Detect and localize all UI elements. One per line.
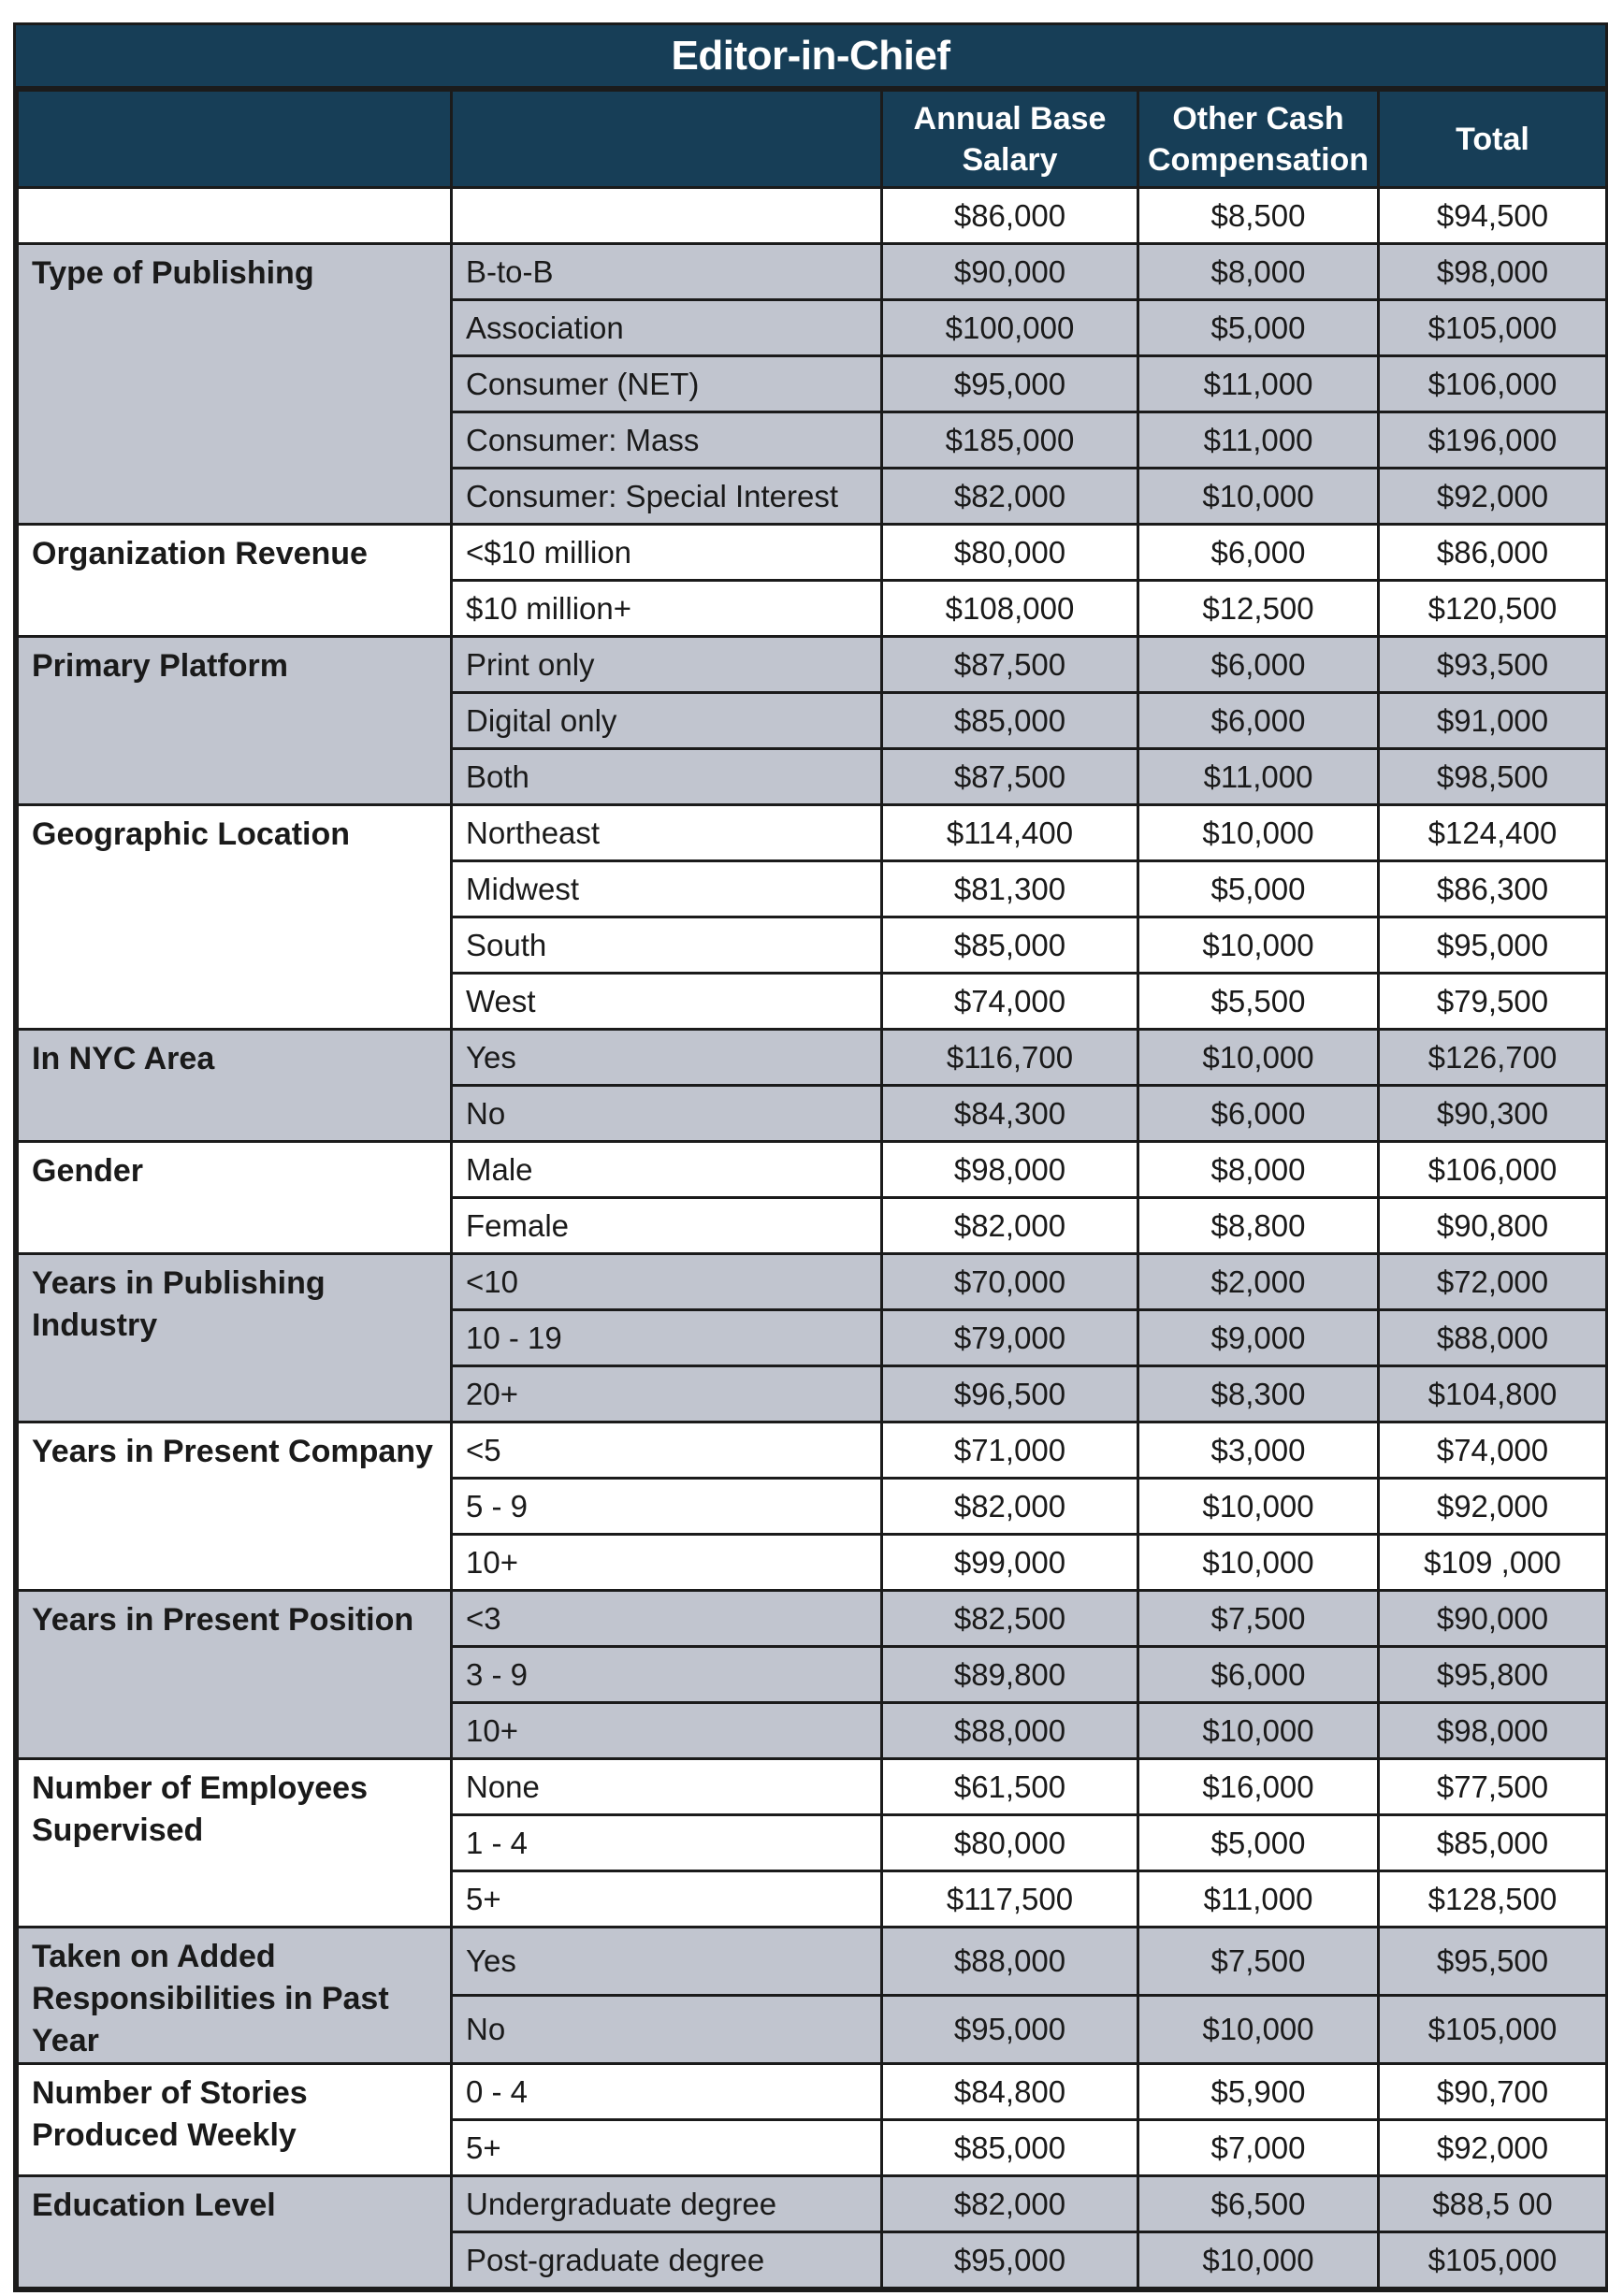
annual-base-salary-value: $82,000 [882, 2176, 1138, 2232]
annual-base-salary-value: $70,000 [882, 1254, 1138, 1310]
annual-base-salary-value: $108,000 [882, 581, 1138, 637]
overall-subcategory-cell [452, 188, 882, 244]
category-label: Taken on Added Responsibilities in Past Year [18, 1928, 452, 2064]
total-value: $85,000 [1379, 1815, 1607, 1871]
subcategory-label: B-to-B [452, 244, 882, 300]
other-cash-compensation-value: $10,000 [1138, 1996, 1379, 2064]
subcategory-label: Northeast [452, 805, 882, 861]
other-cash-compensation-value: $10,000 [1138, 805, 1379, 861]
annual-base-salary-value: $85,000 [882, 917, 1138, 974]
annual-base-salary-value: $82,000 [882, 1198, 1138, 1254]
total-value: $92,000 [1379, 469, 1607, 525]
overall-total: $94,500 [1379, 188, 1607, 244]
annual-base-salary-value: $71,000 [882, 1422, 1138, 1479]
other-cash-compensation-value: $6,000 [1138, 693, 1379, 749]
subcategory-label: $10 million+ [452, 581, 882, 637]
total-value: $126,700 [1379, 1030, 1607, 1086]
annual-base-salary-value: $82,000 [882, 469, 1138, 525]
subcategory-label: Consumer (NET) [452, 356, 882, 412]
other-cash-compensation-value: $9,000 [1138, 1310, 1379, 1366]
other-cash-compensation-value: $6,000 [1138, 1086, 1379, 1142]
subcategory-label: 20+ [452, 1366, 882, 1422]
category-label: Organization Revenue [18, 525, 452, 637]
subcategory-label: 5+ [452, 2120, 882, 2176]
category-label: Geographic Location [18, 805, 452, 1030]
subcategory-label: West [452, 974, 882, 1030]
other-cash-compensation-value: $6,000 [1138, 525, 1379, 581]
other-cash-compensation-value: $8,000 [1138, 1142, 1379, 1198]
annual-base-salary-value: $80,000 [882, 1815, 1138, 1871]
other-cash-compensation-value: $11,000 [1138, 356, 1379, 412]
other-cash-compensation-value: $10,000 [1138, 1479, 1379, 1535]
other-cash-compensation-value: $7,000 [1138, 2120, 1379, 2176]
annual-base-salary-value: $185,000 [882, 412, 1138, 469]
category-label: In NYC Area [18, 1030, 452, 1142]
annual-base-salary-value: $88,000 [882, 1703, 1138, 1759]
other-cash-compensation-value: $10,000 [1138, 917, 1379, 974]
table-row [18, 525, 1607, 581]
category-label: Number of Stories Produced Weekly [18, 2064, 452, 2176]
category-label: Primary Platform [18, 637, 452, 805]
other-cash-compensation-value: $6,500 [1138, 2176, 1379, 2232]
subcategory-label: Undergraduate degree [452, 2176, 882, 2232]
annual-base-salary-value: $116,700 [882, 1030, 1138, 1086]
header-category [18, 91, 452, 188]
subcategory-label: Yes [452, 1030, 882, 1086]
subcategory-label: 10 - 19 [452, 1310, 882, 1366]
subcategory-label: <10 [452, 1254, 882, 1310]
other-cash-compensation-value: $6,000 [1138, 1647, 1379, 1703]
category-label: Years in Present Company [18, 1422, 452, 1591]
other-cash-compensation-value: $5,000 [1138, 300, 1379, 356]
annual-base-salary-value: $84,300 [882, 1086, 1138, 1142]
subcategory-label: 0 - 4 [452, 2064, 882, 2120]
annual-base-salary-value: $88,000 [882, 1928, 1138, 1996]
subcategory-label: 1 - 4 [452, 1815, 882, 1871]
category-label: Years in Publishing Industry [18, 1254, 452, 1422]
total-value: $98,500 [1379, 749, 1607, 805]
other-cash-compensation-value: $5,900 [1138, 2064, 1379, 2120]
overall-other-compensation: $8,500 [1138, 188, 1379, 244]
annual-base-salary-value: $95,000 [882, 2232, 1138, 2289]
subcategory-label: <$10 million [452, 525, 882, 581]
other-cash-compensation-value: $10,000 [1138, 2232, 1379, 2289]
other-cash-compensation-value: $5,000 [1138, 861, 1379, 917]
table-row [18, 1759, 1607, 1815]
subcategory-label: 5 - 9 [452, 1479, 882, 1535]
subcategory-label: Midwest [452, 861, 882, 917]
other-cash-compensation-value: $10,000 [1138, 1703, 1379, 1759]
other-cash-compensation-value: $16,000 [1138, 1759, 1379, 1815]
header-other-cash-compensation: Other Cash Compensation [1138, 91, 1379, 188]
header-row [18, 91, 1607, 188]
other-cash-compensation-value: $10,000 [1138, 1030, 1379, 1086]
table-row [18, 1142, 1607, 1198]
other-cash-compensation-value: $11,000 [1138, 749, 1379, 805]
subcategory-label: Both [452, 749, 882, 805]
total-value: $95,800 [1379, 1647, 1607, 1703]
annual-base-salary-value: $117,500 [882, 1871, 1138, 1928]
total-value: $106,000 [1379, 1142, 1607, 1198]
annual-base-salary-value: $95,000 [882, 1996, 1138, 2064]
subcategory-label: Female [452, 1198, 882, 1254]
annual-base-salary-value: $114,400 [882, 805, 1138, 861]
overall-row [18, 188, 1607, 244]
salary-table [16, 89, 1608, 2289]
overall-category-cell [18, 188, 452, 244]
subcategory-label: <3 [452, 1591, 882, 1647]
subcategory-label: Print only [452, 637, 882, 693]
annual-base-salary-value: $87,500 [882, 637, 1138, 693]
total-value: $77,500 [1379, 1759, 1607, 1815]
annual-base-salary-value: $96,500 [882, 1366, 1138, 1422]
annual-base-salary-value: $95,000 [882, 356, 1138, 412]
total-value: $86,300 [1379, 861, 1607, 917]
other-cash-compensation-value: $10,000 [1138, 1535, 1379, 1591]
total-value: $92,000 [1379, 2120, 1607, 2176]
subcategory-label: 10+ [452, 1703, 882, 1759]
total-value: $105,000 [1379, 300, 1607, 356]
total-value: $98,000 [1379, 244, 1607, 300]
table-row [18, 805, 1607, 861]
subcategory-label: Consumer: Mass [452, 412, 882, 469]
annual-base-salary-value: $87,500 [882, 749, 1138, 805]
header-subcategory [452, 91, 882, 188]
total-value: $120,500 [1379, 581, 1607, 637]
other-cash-compensation-value: $5,500 [1138, 974, 1379, 1030]
table-row [18, 1422, 1607, 1479]
annual-base-salary-value: $90,000 [882, 244, 1138, 300]
annual-base-salary-value: $74,000 [882, 974, 1138, 1030]
annual-base-salary-value: $89,800 [882, 1647, 1138, 1703]
other-cash-compensation-value: $12,500 [1138, 581, 1379, 637]
subcategory-label: Male [452, 1142, 882, 1198]
subcategory-label: 3 - 9 [452, 1647, 882, 1703]
total-value: $72,000 [1379, 1254, 1607, 1310]
header-annual-base-salary: Annual Base Salary [882, 91, 1138, 188]
category-label: Education Level [18, 2176, 452, 2289]
annual-base-salary-value: $82,000 [882, 1479, 1138, 1535]
table-row [18, 1928, 1607, 1996]
category-label: Years in Present Position [18, 1591, 452, 1759]
table-row [18, 2176, 1607, 2232]
other-cash-compensation-value: $6,000 [1138, 637, 1379, 693]
total-value: $196,000 [1379, 412, 1607, 469]
other-cash-compensation-value: $11,000 [1138, 1871, 1379, 1928]
total-value: $91,000 [1379, 693, 1607, 749]
other-cash-compensation-value: $7,500 [1138, 1928, 1379, 1996]
header-total: Total [1379, 91, 1607, 188]
total-value: $109 ,000 [1379, 1535, 1607, 1591]
subcategory-label: <5 [452, 1422, 882, 1479]
subcategory-label: Digital only [452, 693, 882, 749]
other-cash-compensation-value: $7,500 [1138, 1591, 1379, 1647]
table-row [18, 1591, 1607, 1647]
total-value: $95,000 [1379, 917, 1607, 974]
table-row [18, 1254, 1607, 1310]
other-cash-compensation-value: $8,800 [1138, 1198, 1379, 1254]
total-value: $90,000 [1379, 1591, 1607, 1647]
annual-base-salary-value: $61,500 [882, 1759, 1138, 1815]
salary-table-container [13, 22, 1608, 2292]
subcategory-label: None [452, 1759, 882, 1815]
total-value: $88,5 00 [1379, 2176, 1607, 2232]
category-label: Gender [18, 1142, 452, 1254]
other-cash-compensation-value: $10,000 [1138, 469, 1379, 525]
other-cash-compensation-value: $5,000 [1138, 1815, 1379, 1871]
subcategory-label: Consumer: Special Interest [452, 469, 882, 525]
annual-base-salary-value: $99,000 [882, 1535, 1138, 1591]
total-value: $128,500 [1379, 1871, 1607, 1928]
total-value: $124,400 [1379, 805, 1607, 861]
annual-base-salary-value: $80,000 [882, 525, 1138, 581]
total-value: $105,000 [1379, 2232, 1607, 2289]
other-cash-compensation-value: $8,300 [1138, 1366, 1379, 1422]
annual-base-salary-value: $79,000 [882, 1310, 1138, 1366]
table-row [18, 637, 1607, 693]
total-value: $106,000 [1379, 356, 1607, 412]
subcategory-label: South [452, 917, 882, 974]
subcategory-label: Yes [452, 1928, 882, 1996]
total-value: $105,000 [1379, 1996, 1607, 2064]
table-row [18, 2064, 1607, 2120]
subcategory-label: No [452, 1086, 882, 1142]
total-value: $90,700 [1379, 2064, 1607, 2120]
table-row [18, 244, 1607, 300]
annual-base-salary-value: $100,000 [882, 300, 1138, 356]
total-value: $74,000 [1379, 1422, 1607, 1479]
other-cash-compensation-value: $3,000 [1138, 1422, 1379, 1479]
category-label: Type of Publishing [18, 244, 452, 525]
table-row [18, 1030, 1607, 1086]
subcategory-label: Post-graduate degree [452, 2232, 882, 2289]
total-value: $90,800 [1379, 1198, 1607, 1254]
subcategory-label: 10+ [452, 1535, 882, 1591]
total-value: $92,000 [1379, 1479, 1607, 1535]
subcategory-label: No [452, 1996, 882, 2064]
annual-base-salary-value: $85,000 [882, 693, 1138, 749]
annual-base-salary-value: $98,000 [882, 1142, 1138, 1198]
annual-base-salary-value: $82,500 [882, 1591, 1138, 1647]
total-value: $86,000 [1379, 525, 1607, 581]
table-body [18, 188, 1607, 2289]
total-value: $95,500 [1379, 1928, 1607, 1996]
total-value: $90,300 [1379, 1086, 1607, 1142]
other-cash-compensation-value: $8,000 [1138, 244, 1379, 300]
annual-base-salary-value: $85,000 [882, 2120, 1138, 2176]
total-value: $88,000 [1379, 1310, 1607, 1366]
annual-base-salary-value: $84,800 [882, 2064, 1138, 2120]
category-label: Number of Employees Supervised [18, 1759, 452, 1928]
total-value: $93,500 [1379, 637, 1607, 693]
other-cash-compensation-value: $11,000 [1138, 412, 1379, 469]
table-title: Editor-in-Chief [16, 25, 1605, 89]
total-value: $98,000 [1379, 1703, 1607, 1759]
total-value: $79,500 [1379, 974, 1607, 1030]
table-header [18, 91, 1607, 188]
subcategory-label: Association [452, 300, 882, 356]
total-value: $104,800 [1379, 1366, 1607, 1422]
subcategory-label: 5+ [452, 1871, 882, 1928]
overall-salary: $86,000 [882, 188, 1138, 244]
annual-base-salary-value: $81,300 [882, 861, 1138, 917]
other-cash-compensation-value: $2,000 [1138, 1254, 1379, 1310]
